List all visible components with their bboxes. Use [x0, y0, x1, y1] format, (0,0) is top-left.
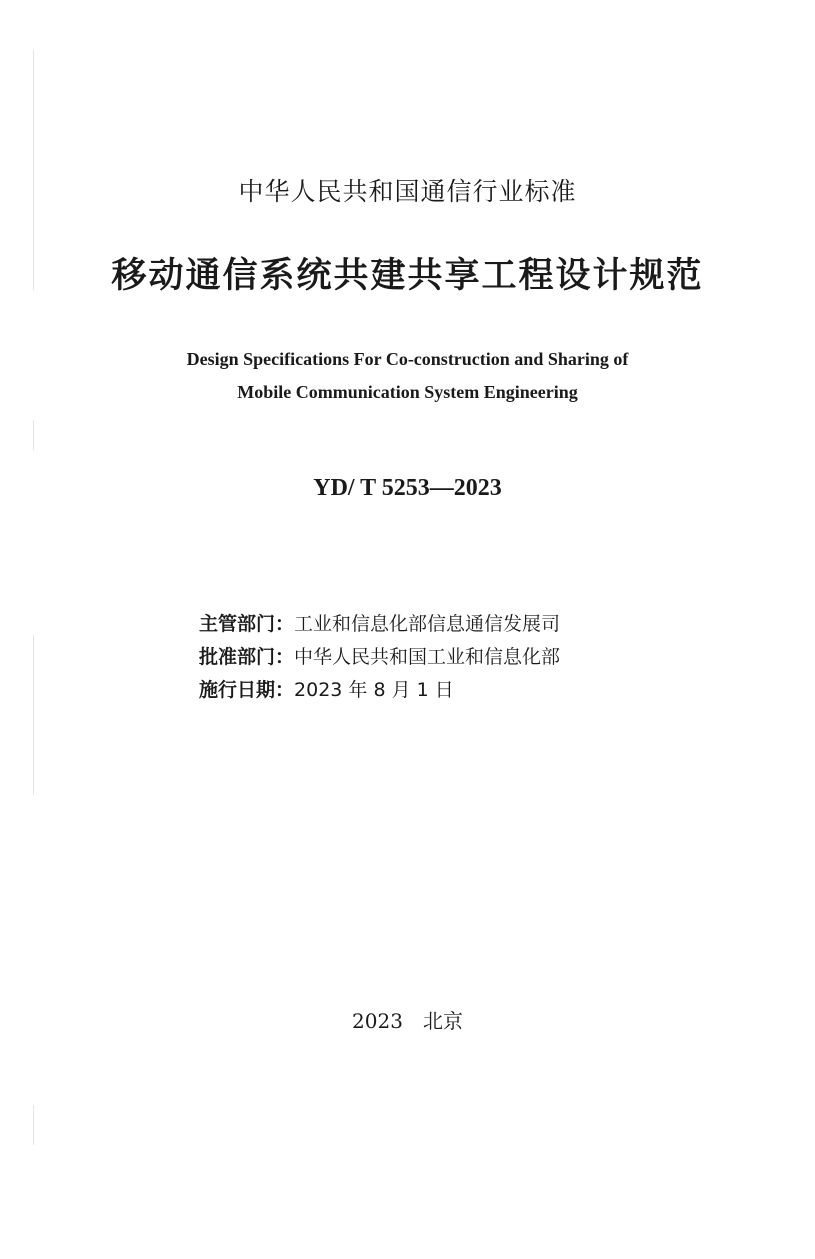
publication-year: 2023 [352, 1009, 403, 1033]
approver-label: 批准部门： [199, 646, 295, 668]
approver-value: 中华人民共和国工业和信息化部 [294, 646, 561, 668]
scan-edge-mark [33, 420, 34, 450]
publication-info [199, 608, 560, 707]
approver-row [199, 641, 560, 674]
publication-city: 北京 [422, 1009, 463, 1033]
english-title-line-1: Design Specifications For Co-construction and Sharing of [186, 349, 629, 369]
authority-value: 工业和信息化部信息通信发展司 [294, 613, 561, 635]
english-title [0, 343, 815, 409]
standard-code: YD/ T 5253—2023 [313, 475, 502, 501]
authority-row [199, 608, 560, 641]
scan-edge-mark [33, 635, 34, 795]
english-title-line-2: Mobile Communication System Engineering [237, 382, 578, 402]
effective-date-row [199, 674, 560, 707]
chinese-title: 移动通信系统共建共享工程设计规范 [111, 255, 704, 296]
effective-date-value: 2023 年 8 月 1 日 [294, 679, 454, 701]
standard-category: 中华人民共和国通信行业标准 [238, 177, 577, 206]
effective-date-label: 施行日期： [199, 679, 295, 701]
publication-footer [0, 1005, 815, 1034]
authority-label: 主管部门： [199, 613, 295, 635]
scan-edge-mark [33, 1105, 34, 1145]
